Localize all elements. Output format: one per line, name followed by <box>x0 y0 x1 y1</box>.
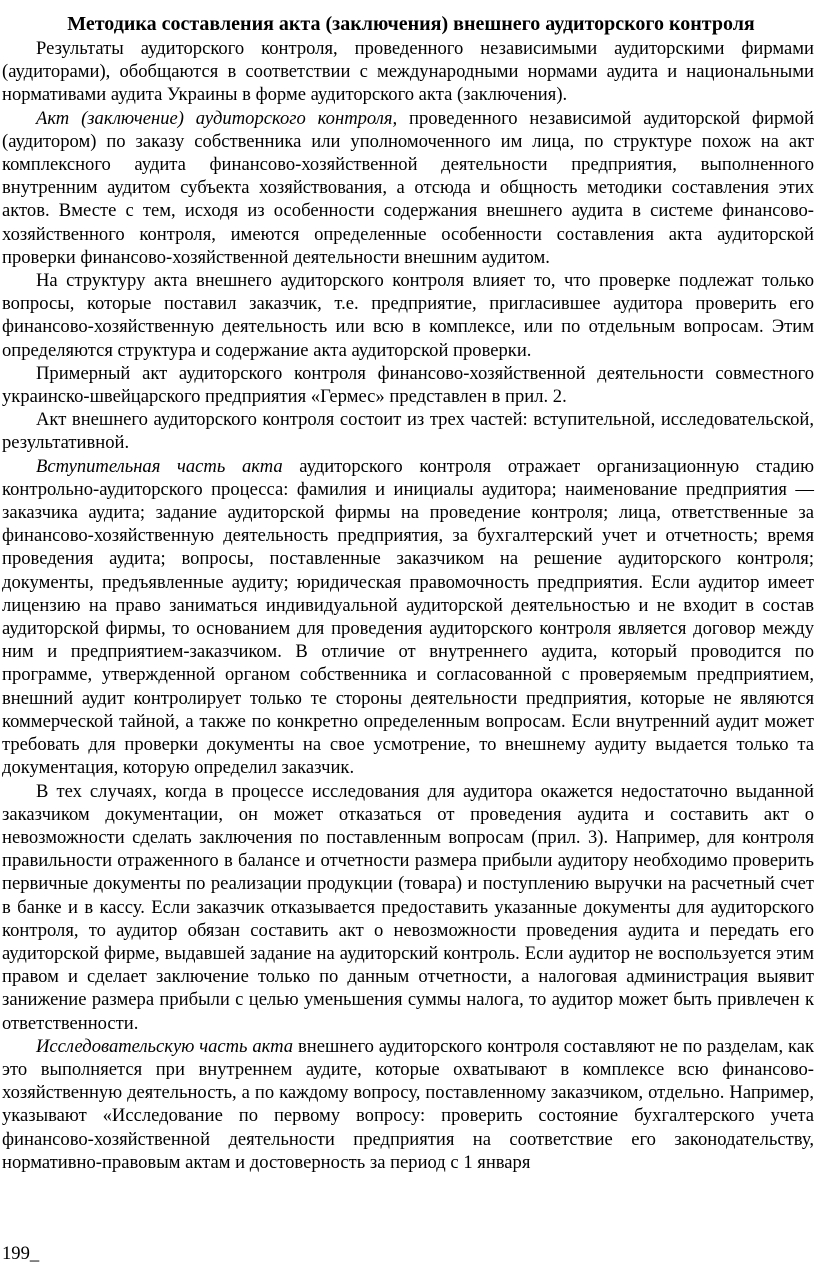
paragraph-2-text: проведенного независимой аудиторской фирмой (аудитором) по заказу собственника или уполномоченного им лица, по структуре похож на акт комплексного аудита финансово-хозяйственной деятельности предприятия, выполненного внутренним аудитом субъекта хозяйствования, а отсюда и общность методики составления этих актов. Вместе с тем, исходя из особенности содержания внешнего аудита в системе финансово-хозяйственного контроля, имеются определенные особенности составления акта аудиторской проверки финансово-хозяйственной деятельности внешним аудитом. <box>2 107 814 268</box>
paragraph-2-italic-term: Акт (заключение) аудиторского контроля, <box>36 107 398 129</box>
paragraph-1 <box>2 37 814 107</box>
page-title: Методика составления акта (заключения) внешнего аудиторского контроля <box>67 13 755 35</box>
paragraph-6-italic-term: Вступительная часть акта <box>36 455 283 477</box>
paragraph-7-text: В тех случаях, когда в процессе исследования для аудитора окажется недостаточно выданной заказчиком документации, он может отказаться от проведения аудита и составить акт о невозможности сделать заключения по поставленным вопросам (прил. 3). Например, для контроля правильности отраженного в балансе и отчетности размера прибыли аудитору необходимо проверить первичные документы по реализации продукции (товара) и поступлению выручки на расчетный счет в банке и в кассу. Если заказчик отказывается предоставить указанные документы для аудиторского контроля, то аудитор обязан составить акт о невозможности проведения аудита и передать его аудиторской фирме, выдавшей задание на аудиторский контроль. Если аудитор не воспользуется этим правом и сделает заключение только по данным отчетности, а налоговая администрация выявит занижение размера прибыли с целью уменьшения суммы налога, то аудитор может быть привлечен к ответственности. <box>2 780 814 1034</box>
paragraph-6-text: аудиторского контроля отражает организационную стадию контрольно-аудиторского процесса: фамилия и инициалы аудитора; наименование предприятия — заказчика аудита; задание аудиторской фирмы на проведение контроля; лица, ответственные за финансово-хозяйственную деятельность предприятия, за бухгалтерский учет и отчетность; время проведения аудита; вопросы, поставленные заказчиком на решение аудиторского контроля; документы, предъявленные аудиту; юридическая правомочность предприятия. Если аудитор имеет лицензию на право заниматься индивидуальной аудиторской деятельностью и не входит в состав аудиторской фирмы, то основанием для проведения аудиторского контроля является договор между ним и предприятием-заказчиком. В отличие от внутреннего аудита, который проводится по программе, утвержденной органом собственника и согласованной с проверяемым предприятием, внешний аудит контролирует только те стороны деятельности предприятия, которые не являются коммерческой тайной, а также по конкретно определенным вопросам. Если внутренний аудит может требовать для проверки документы на свое усмотрение, то внешнему аудиту выдается только та документация, которую определил заказчик. <box>2 455 814 779</box>
paragraph-3-text: На структуру акта внешнего аудиторского контроля влияет то, что проверке подлежат только вопросы, которые поставил заказчик, т.е. предприятие, пригласившее аудитора проверить его финансово-хозяйственную деятельность или всю в комплексе, или по отдельным вопросам. Этим определяются структура и содержание акта аудиторской проверки. <box>2 270 814 361</box>
paragraph-5-text: Акт внешнего аудиторского контроля состоит из трех частей: вступительной, исследовательской, результативной. <box>2 409 814 454</box>
paragraph-7 <box>2 780 814 1035</box>
paragraph-4 <box>2 362 814 408</box>
paragraph-2 <box>2 107 814 269</box>
document-page <box>0 12 816 1174</box>
page-number: 199_ <box>2 1243 40 1264</box>
paragraph-8-italic-term: Исследовательскую часть акта <box>36 1035 294 1057</box>
paragraph-3 <box>2 269 814 362</box>
paragraph-6 <box>2 455 814 780</box>
paragraph-8-text: внешнего аудиторского контроля составляют не по разделам, как это выполняется при внутреннем аудите, которые охватывают в комплексе всю финансово-хозяйственную деятельность, а по каждому вопросу, поставленному заказчиком, отдельно. Например, указывают «Исследование по первому вопросу: проверить состояние бухгалтерского учета финансово-хозяйственной деятельности предприятия на соответствие его законодательству, нормативно-правовым актам и достоверность за период с 1 января <box>2 1035 814 1173</box>
paragraph-5 <box>2 408 814 454</box>
paragraph-4-text: Примерный акт аудиторского контроля финансово-хозяйственной деятельности совместного украинско-швейцарского предприятия «Гермес» представлен в прил. 2. <box>2 362 814 408</box>
paragraph-8 <box>2 1035 814 1174</box>
paragraph-1-text: Результаты аудиторского контроля, проведенного независимыми аудиторскими фирмами (аудиторами), обобщаются в соответствии с международными нормами аудита и национальными нормативами аудита Украины в форме аудиторского акта (заключения). <box>2 38 814 106</box>
